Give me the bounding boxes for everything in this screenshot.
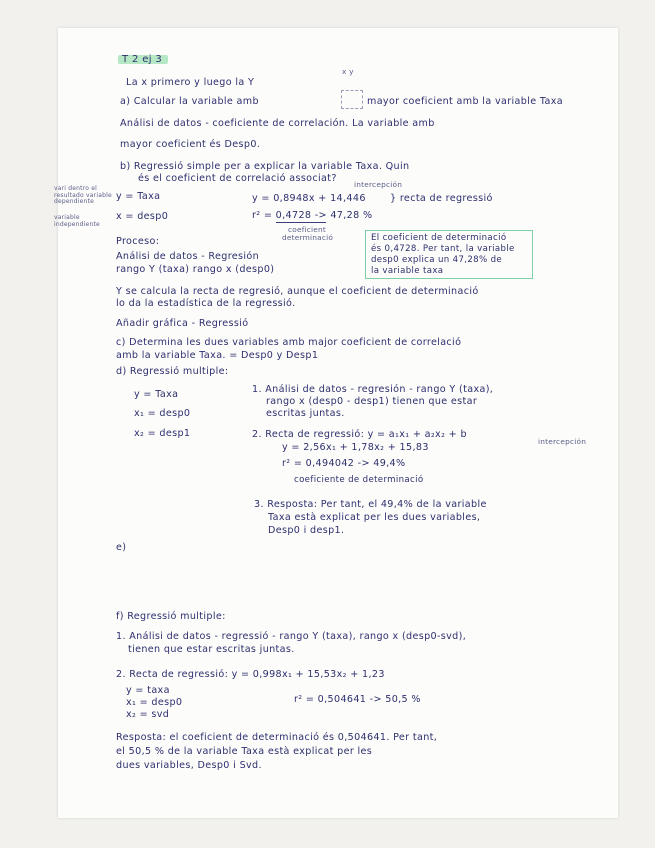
d-p1-line1: 1. Análisi de datos - regresión - rango Y (taxa),	[252, 384, 494, 395]
b-x-def: x = desp0	[116, 211, 169, 222]
f-x1-def: x₁ = desp0	[126, 697, 183, 708]
extra-line1: Y se calcula la recta de regresió, aunque el coeficient de determinació	[116, 286, 479, 297]
d-p1-line2: rango x (desp0 - desp1) tienen que estar	[266, 396, 478, 407]
blank-box	[341, 90, 363, 109]
b-line2: és el coeficient de correlació associat?	[138, 173, 337, 184]
d-y-def: y = Taxa	[134, 389, 179, 400]
d-p2-line2: y = 2,56x₁ + 1,78x₂ + 15,83	[282, 442, 429, 453]
proceso-label: Proceso:	[116, 236, 160, 247]
b-r2: r² = 0,4728 -> 47,28 %	[252, 210, 373, 221]
f-p1-line2: tienen que estar escritas juntas.	[128, 644, 295, 655]
box-line1: El coeficient de determinació	[371, 233, 507, 243]
side-note-y: vari dentro el resultado variable dependiente	[54, 185, 112, 205]
f-r2: r² = 0,504641 -> 50,5 %	[294, 694, 421, 705]
interc-label: intercepción	[354, 180, 403, 189]
f-title: f) Regressió multiple:	[116, 611, 226, 622]
d-p2-line3: r² = 0,494042 -> 49,4%	[282, 458, 406, 469]
box-line3: desp0 explica un 47,28% de	[371, 255, 503, 265]
intro-line: La x primero y luego la Y	[126, 77, 255, 88]
proceso-step1: Análisi de datos - Regresión	[116, 251, 260, 262]
f-resp-line1: Resposta: el coeficient de determinació és 0,504641. Per tant,	[116, 732, 438, 743]
b-line1: b) Regressió simple per a explicar la variable Taxa. Quin	[120, 161, 410, 172]
d-title: d) Regressió multiple:	[116, 366, 229, 377]
f-x2-def: x₂ = svd	[126, 709, 170, 720]
c-line1: c) Determina les dues variables amb major coeficient de correlació	[116, 337, 462, 348]
c-line2: amb la variable Taxa. = Desp0 y Desp1	[116, 350, 319, 361]
d-p3-line2: Taxa està explicat per les dues variables,	[268, 512, 481, 523]
f-y-def: y = taxa	[126, 685, 170, 696]
box-line4: la variable taxa	[371, 266, 444, 276]
d-x1-def: x₁ = desp0	[134, 408, 191, 419]
paper-sheet	[54, 28, 618, 818]
d-p3-line1: 3. Resposta: Per tant, el 49,4% de la variable	[254, 499, 487, 510]
a-line2: Análisi de datos - coeficiente de correlación. La variable amb	[120, 118, 435, 129]
d-p2-line4: coeficiente de determinació	[294, 475, 424, 485]
box-line2: és 0,4728. Per tant, la variable	[371, 244, 515, 254]
recta-label: } recta de regressió	[390, 193, 493, 204]
f-resp-line2: el 50,5 % de la variable Taxa està explicat per les	[116, 746, 373, 757]
d-x2-def: x₂ = desp1	[134, 428, 191, 439]
note-heading: T 2 ej 3	[122, 54, 163, 65]
side-note-x: variable independiente	[54, 214, 100, 228]
a-line3: mayor coeficient és Desp0.	[120, 139, 261, 150]
f-p2-line1: 2. Recta de regressió: y = 0,998x₁ + 15,53x₂ + 1,23	[116, 669, 385, 680]
b-equation: y = 0,8948x + 14,446	[252, 193, 366, 204]
f-p1-line1: 1. Análisi de datos - regressió - rango Y (taxa), rango x (desp0-svd),	[116, 631, 467, 642]
a-line1-post: mayor coeficient amb la variable Taxa	[367, 96, 563, 107]
d-p3-line3: Desp0 i desp1.	[268, 525, 345, 536]
r2-underline	[276, 222, 326, 223]
d-p2-line1: 2. Recta de regressió: y = a₁x₁ + a₂x₂ + b	[252, 429, 467, 440]
d-p2-interc: intercepción	[538, 437, 587, 446]
proceso-step2: rango Y (taxa) rango x (desp0)	[116, 264, 275, 275]
extra-line2: lo da la estadística de la regressió.	[116, 298, 296, 309]
coef-label: coeficient determinació	[282, 225, 334, 242]
b-y-def: y = Taxa	[116, 191, 161, 202]
e-label: e)	[116, 542, 127, 553]
xy-mark: x y	[342, 67, 354, 76]
a-line1-pre: a) Calcular la variable amb	[120, 96, 259, 107]
f-resp-line3: dues variables, Desp0 i Svd.	[116, 760, 262, 771]
anadir-grafica: Añadir gráfica - Regressió	[116, 318, 249, 329]
d-p1-line3: escritas juntas.	[266, 408, 345, 419]
